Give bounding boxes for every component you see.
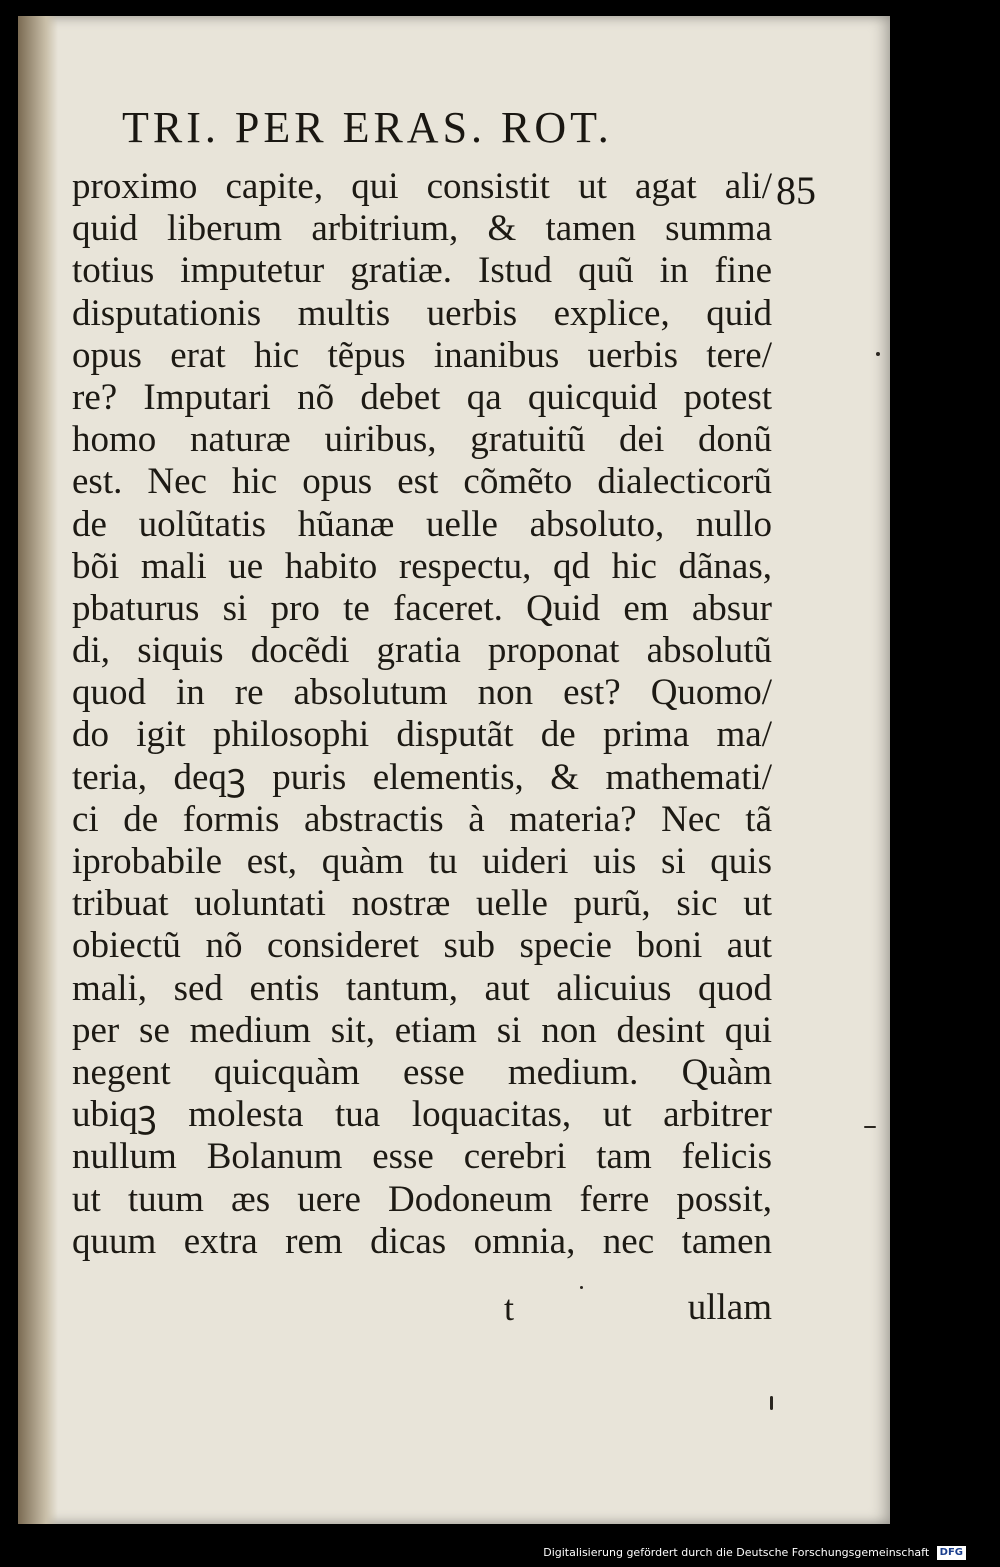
credit-text: Digitalisierung gefördert durch die Deutsche Forschungsgemeinschaft	[543, 1546, 930, 1559]
text-line: negent quicquàm esse medium. Quàm	[72, 1051, 772, 1093]
text-line: proximo capite, qui consistit ut agat ali/	[72, 166, 772, 207]
ink-speck	[876, 352, 880, 356]
text-line: di, siquis docẽdi gratia proponat absolutũ	[72, 630, 772, 672]
text-line: opus erat hic tẽpus inanibus uerbis tere/	[72, 334, 772, 376]
text-line: pbaturus si pro te faceret. Quid em absur	[72, 587, 772, 629]
text-line: est. Nec hic opus est cõmẽto dialecticorũ	[72, 461, 772, 503]
text-line: homo naturæ uiribus, gratuitũ dei donũ	[72, 419, 772, 461]
text-line: totius imputetur gratiæ. Istud quũ in fine	[72, 250, 772, 292]
text-line: ut tuum æs uere Dodoneum ferre possit,	[72, 1178, 772, 1220]
signature-mark: t	[504, 1288, 515, 1328]
digitization-credit	[543, 1543, 966, 1563]
text-line: quum extra rem dicas omnia, nec tamen	[72, 1220, 772, 1262]
text-line: ci de formis abstractis à materia? Nec tã	[72, 798, 772, 840]
ink-speck	[580, 1286, 583, 1289]
page-footer	[72, 1286, 772, 1330]
text-line: re? Imputari nõ debet qa quicquid potest	[72, 376, 772, 418]
text-line: teria, deqꝫ puris elementis, & mathemati/	[72, 756, 772, 798]
text-line: iprobabile est, quàm tu uideri uis si quis	[72, 841, 772, 882]
book-spine-shadow	[18, 16, 58, 1524]
book-page	[18, 16, 890, 1524]
text-line: per se medium sit, etiam si non desint qui	[72, 1009, 772, 1051]
text-line: obiectũ nõ consideret sub specie boni aut	[72, 925, 772, 967]
text-line: do igit philosophi disputãt de prima ma/	[72, 714, 772, 756]
text-line: tribuat uoluntati nostræ uelle purũ, sic ut	[72, 883, 772, 925]
text-line: bõi mali ue habito respectu, qd hic dãnas,	[72, 545, 772, 587]
text-line: de uolũtatis hũanæ uelle absoluto, nullo	[72, 503, 772, 545]
text-line: quid liberum arbitrium, & tamen summa	[72, 208, 772, 250]
text-line: quod in re absolutum non est? Quomo/	[72, 672, 772, 714]
text-line: nullum Bolanum esse cerebri tam felicis	[72, 1136, 772, 1178]
text-line: mali, sed entis tantum, aut alicuius quod	[72, 967, 772, 1009]
page-number: 85	[776, 168, 816, 213]
dfg-logo: DFG	[937, 1546, 966, 1560]
catchword: ullam	[687, 1287, 772, 1328]
text-line: disputationis multis uerbis explice, quid	[72, 292, 772, 334]
ink-speck	[864, 1126, 876, 1128]
running-head: TRI. PER ERAS. ROT.	[122, 103, 613, 152]
ink-speck	[770, 1396, 773, 1410]
text-block	[72, 166, 772, 1263]
text-line: ubiqꝫ molesta tua loquacitas, ut arbitrer	[72, 1094, 772, 1136]
